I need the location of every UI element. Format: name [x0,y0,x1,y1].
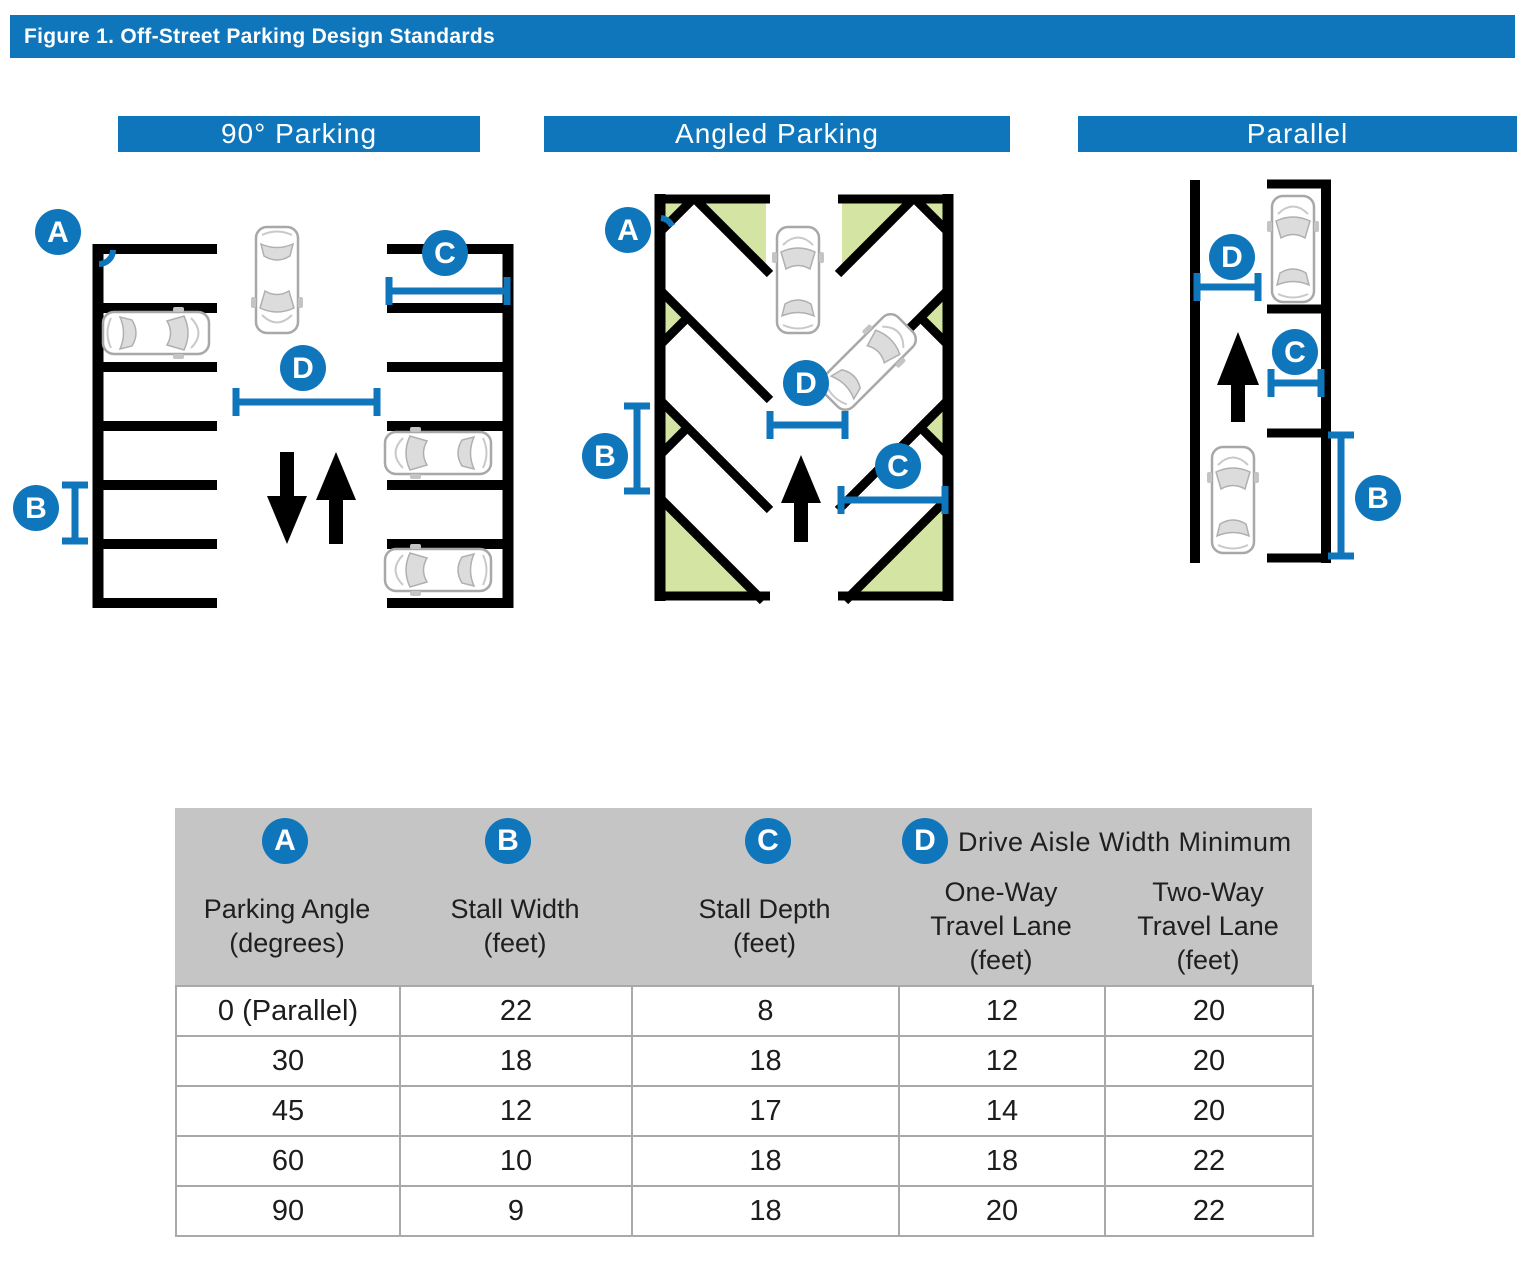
label-c-badge [745,818,791,864]
label-d-badge [1209,234,1255,280]
table-cell: 20 [1105,1036,1313,1086]
table-cell: 22 [1105,1136,1313,1186]
label-c-badge [422,230,468,276]
label-d-letter: D [914,824,936,857]
label-a-badge [605,207,651,253]
table-cell: 22 [400,986,632,1036]
table-row [176,1036,1313,1086]
label-d-badge [783,360,829,406]
label-a-letter: A [274,824,296,857]
section-title-parallel-label: Parallel [1246,118,1349,149]
col-header-stall-width: Stall Width (feet) [450,894,580,958]
table-cell: 45 [176,1086,400,1136]
label-d-badge [902,818,948,864]
arrow-down-icon [267,452,307,544]
figure-title: Figure 1. Off-Street Parking Design Standards [24,24,495,48]
label-b-badge [485,818,531,864]
table-row [176,986,1313,1036]
dim-b-stall-width [1328,435,1354,556]
dim-c-stall-depth [389,277,507,305]
table-cell: 12 [899,986,1105,1036]
table-cell: 22 [1105,1186,1313,1236]
label-a-badge [35,209,81,255]
drive-aisle-caption: Drive Aisle Width Minimum [958,827,1292,857]
arrow-up-icon [781,455,821,542]
diagram-parallel-parking [1195,180,1401,563]
col-header-parking-angle: Parking Angle (degrees) [203,894,371,958]
svg-text:C: C [434,237,456,270]
dim-d-aisle-width [236,388,377,416]
table-cell: 20 [899,1186,1105,1236]
label-b-badge [13,485,59,531]
table-cell: 18 [400,1036,632,1086]
svg-text:B: B [25,492,47,525]
label-c-letter: C [757,824,779,857]
table-cell: 60 [176,1136,400,1186]
svg-text:B: B [594,440,616,473]
svg-text:B: B [1367,482,1389,515]
table-cell: 20 [1105,1086,1313,1136]
svg-text:D: D [795,367,817,400]
column-headers [175,875,1312,977]
table-row [176,1186,1313,1236]
table-header [175,808,1312,985]
section-title-90-parking-label: 90° Parking [220,118,378,149]
col-header-stall-depth: Stall Depth (feet) [698,894,831,958]
table-cell: 0 (Parallel) [176,986,400,1036]
table-cell: 30 [176,1036,400,1086]
svg-text:A: A [617,214,639,247]
dim-d-aisle-width [770,411,845,439]
label-b-badge [1355,475,1401,521]
table-row [176,1086,1313,1136]
design-standards-table [175,808,1312,1237]
section-title-angled-parking-label: Angled Parking [675,118,879,149]
table-cell: 18 [632,1136,899,1186]
table-cell: 20 [1105,986,1313,1036]
table-cell: 18 [899,1136,1105,1186]
col-header-two-way: Two-Way Travel Lane (feet) [1137,877,1279,975]
svg-text:D: D [1221,241,1243,274]
svg-text:D: D [292,352,314,385]
arrow-up-icon [1217,332,1259,422]
label-a-badge [262,818,308,864]
svg-text:A: A [47,216,69,249]
table-cell: 18 [632,1036,899,1086]
col-header-one-way: One-Way Travel Lane (feet) [930,877,1072,975]
table-cell: 8 [632,986,899,1036]
table-cell: 14 [899,1086,1105,1136]
table-row [176,1136,1313,1186]
svg-text:C: C [887,450,909,483]
label-b-badge [582,433,628,479]
table-cell: 12 [400,1086,632,1136]
label-d-badge [280,345,326,391]
arrow-up-icon [316,452,356,544]
label-b-letter: B [497,824,519,857]
label-c-badge [1272,329,1318,375]
table-cell: 17 [632,1086,899,1136]
table-cell: 18 [632,1186,899,1236]
svg-text:C: C [1284,336,1306,369]
dim-b-stall-width [62,485,88,541]
dim-b-stall-width [624,406,650,491]
table-cell: 10 [400,1136,632,1186]
table-body [175,985,1314,1237]
table-cell: 9 [400,1186,632,1236]
diagram-angled-parking [582,194,953,601]
label-c-badge [875,443,921,489]
diagram-90-parking [13,209,513,608]
table-cell: 12 [899,1036,1105,1086]
table-cell: 90 [176,1186,400,1236]
